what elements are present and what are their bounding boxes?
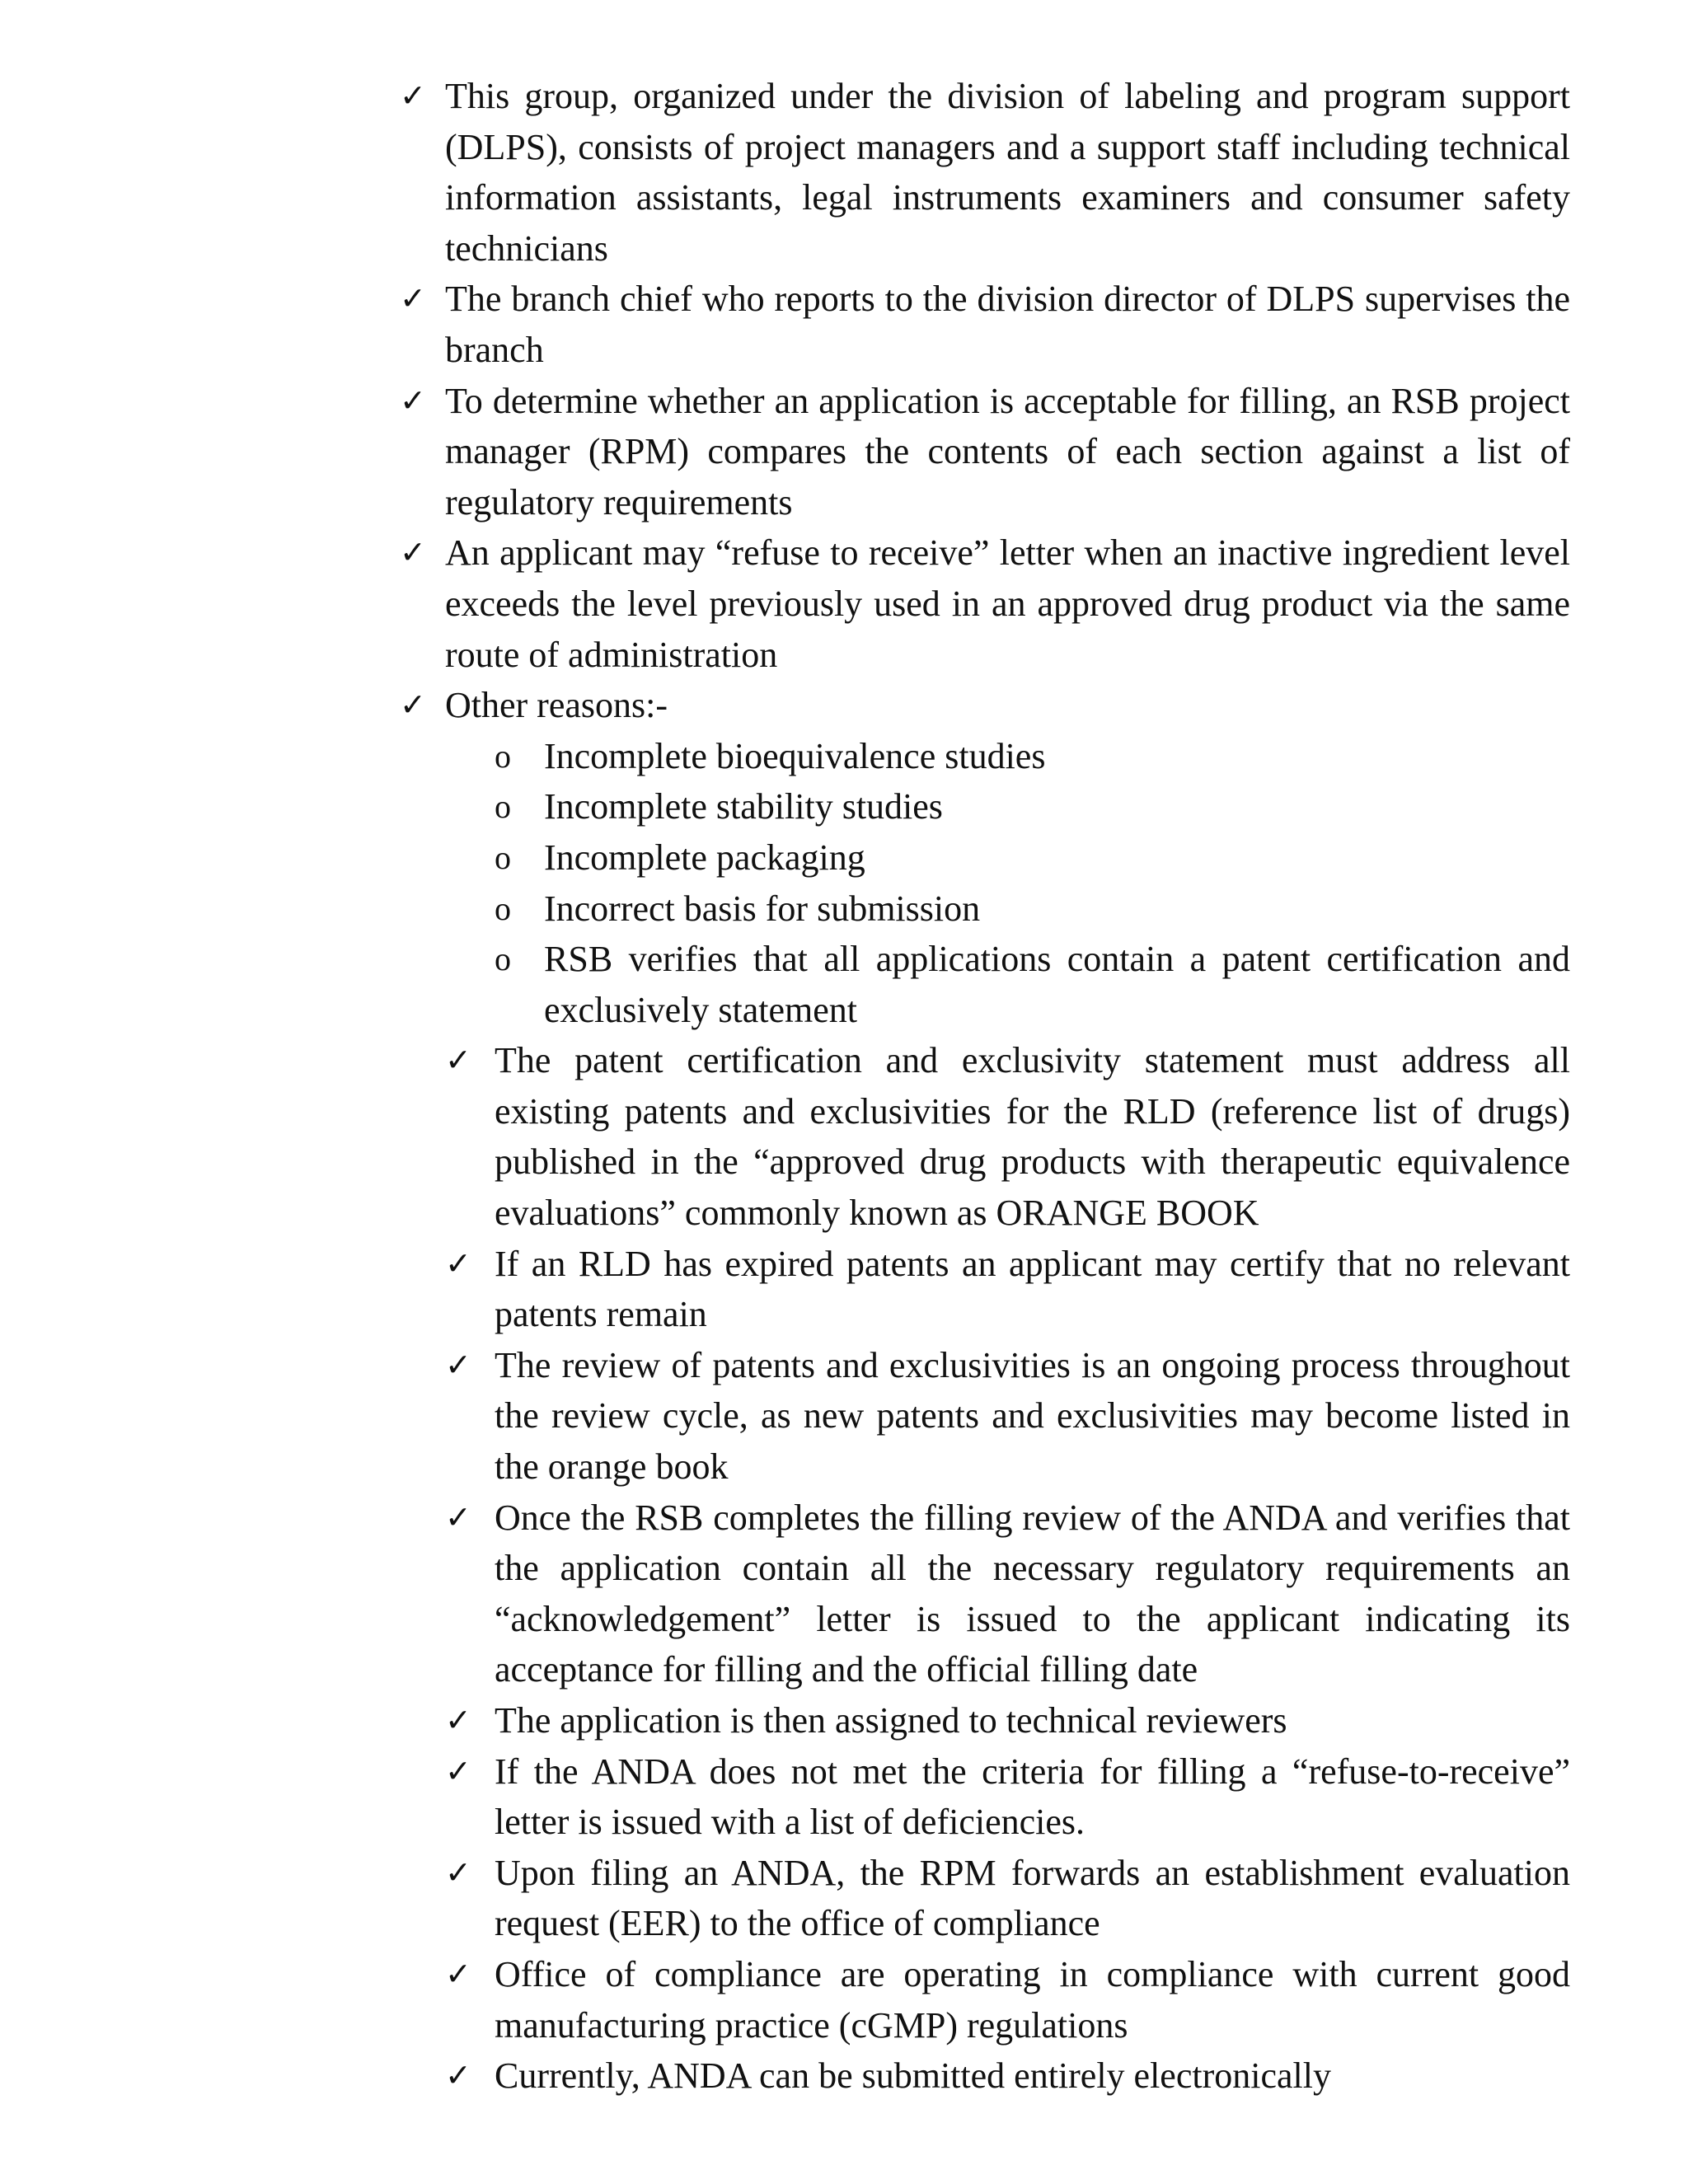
checkmark-icon: ✓ xyxy=(400,77,426,114)
circle-bullet-icon: o xyxy=(495,838,511,876)
item-text: An applicant may “refuse to receive” letter when an inactive ingredient level exceeds the level previously used in an approved drug product via the same route of administration xyxy=(445,532,1570,675)
sub-list-item xyxy=(445,1848,1570,1949)
reason-text: RSB verifies that all applications contain a patent certification and exclusively statement xyxy=(544,939,1570,1030)
item-text: To determine whether an application is acceptable for filling, an RSB project manager (RPM) compares the contents of each section against a list of regulatory requirements xyxy=(445,380,1570,523)
sub-item-text: Currently, ANDA can be submitted entirely electronically xyxy=(495,2055,1331,2097)
circle-bullet-icon: o xyxy=(495,940,511,978)
item-text: Other reasons:- xyxy=(445,685,668,726)
circle-bullet-icon: o xyxy=(495,889,511,927)
checkmark-icon: ✓ xyxy=(445,1042,471,1079)
circle-bullet-icon: o xyxy=(495,737,511,775)
reason-text: Incomplete bioequivalence studies xyxy=(544,735,1046,776)
sub-item-text: Office of compliance are operating in compliance with current good manufacturing practice (cGMP) regulations xyxy=(495,1953,1570,2046)
checkmark-icon: ✓ xyxy=(445,1498,471,1535)
checkmark-icon: ✓ xyxy=(400,687,426,724)
checkmark-icon: ✓ xyxy=(445,2057,471,2094)
checkmark-icon: ✓ xyxy=(445,1854,471,1891)
checkmark-icon: ✓ xyxy=(400,534,426,571)
reason-item xyxy=(495,731,1570,782)
checkmark-icon: ✓ xyxy=(445,1346,471,1383)
reason-text: Incomplete stability studies xyxy=(544,786,943,827)
sub-list-item xyxy=(445,1746,1570,1848)
main-list xyxy=(400,71,1570,2102)
reason-item xyxy=(495,781,1570,832)
reason-item xyxy=(495,934,1570,1035)
sub-list-item xyxy=(445,1035,1570,1238)
sub-item-text: The patent certification and exclusivity statement must address all existing patents and exclusivities for the RLD (reference list of drugs) published in the “approved drug products with therapeutic equivalence evaluations” commonly known as ORANGE BOOK xyxy=(495,1040,1570,1234)
list-item xyxy=(400,527,1570,680)
list-item xyxy=(400,376,1570,528)
reason-text: Incorrect basis for submission xyxy=(544,888,981,929)
reason-item xyxy=(495,832,1570,883)
sub-list-item xyxy=(445,1695,1570,1746)
item-text: The branch chief who reports to the division director of DLPS supervises the branch xyxy=(445,279,1570,370)
sub-item-text: The review of patents and exclusivities is an ongoing process throughout the review cycle, as new patents and exclusivities may become listed in the orange book xyxy=(495,1344,1570,1488)
item-text: This group, organized under the division of labeling and program support (DLPS), consists of project managers and a support staff including technical information assistants, legal instruments examiners and consumer safety technicians xyxy=(445,76,1570,269)
sub-item-text: If an RLD has expired patents an applicant may certify that no relevant patents remain xyxy=(495,1243,1570,1335)
reason-item xyxy=(495,883,1570,935)
checkmark-icon: ✓ xyxy=(445,1752,471,1789)
list-item xyxy=(400,274,1570,375)
sub-check-list xyxy=(445,1035,1570,2101)
reason-text: Incomplete packaging xyxy=(544,837,865,878)
list-item-other-reasons xyxy=(400,680,1570,2102)
list-item xyxy=(400,71,1570,274)
sub-item-text: If the ANDA does not met the criteria for filling a “refuse-to-receive” letter is issued with a list of deficiencies. xyxy=(495,1750,1570,1843)
checkmark-icon: ✓ xyxy=(445,1702,471,1738)
sub-item-text: Once the RSB completes the filling review of the ANDA and verifies that the application contain all the necessary regulatory requirements an “acknowledgement” letter is issued to the applicant indicating its acceptance for filling and the official filling date xyxy=(495,1497,1570,1690)
circle-bullet-icon: o xyxy=(495,788,511,826)
sub-list-item xyxy=(445,1239,1570,1340)
sub-list-item xyxy=(445,1340,1570,1493)
sub-list-item xyxy=(445,1493,1570,1695)
sub-item-text: The application is then assigned to technical reviewers xyxy=(495,1700,1287,1741)
other-reasons-list xyxy=(495,731,1570,1036)
sub-list-item xyxy=(445,2050,1570,2102)
sub-item-text: Upon filing an ANDA, the RPM forwards an establishment evaluation request (EER) to the office of compliance xyxy=(495,1852,1570,1944)
checkmark-icon: ✓ xyxy=(445,1244,471,1282)
checkmark-icon: ✓ xyxy=(400,382,426,419)
sub-list-item xyxy=(445,1949,1570,2050)
checkmark-icon: ✓ xyxy=(445,1955,471,1992)
checkmark-icon: ✓ xyxy=(400,280,426,317)
